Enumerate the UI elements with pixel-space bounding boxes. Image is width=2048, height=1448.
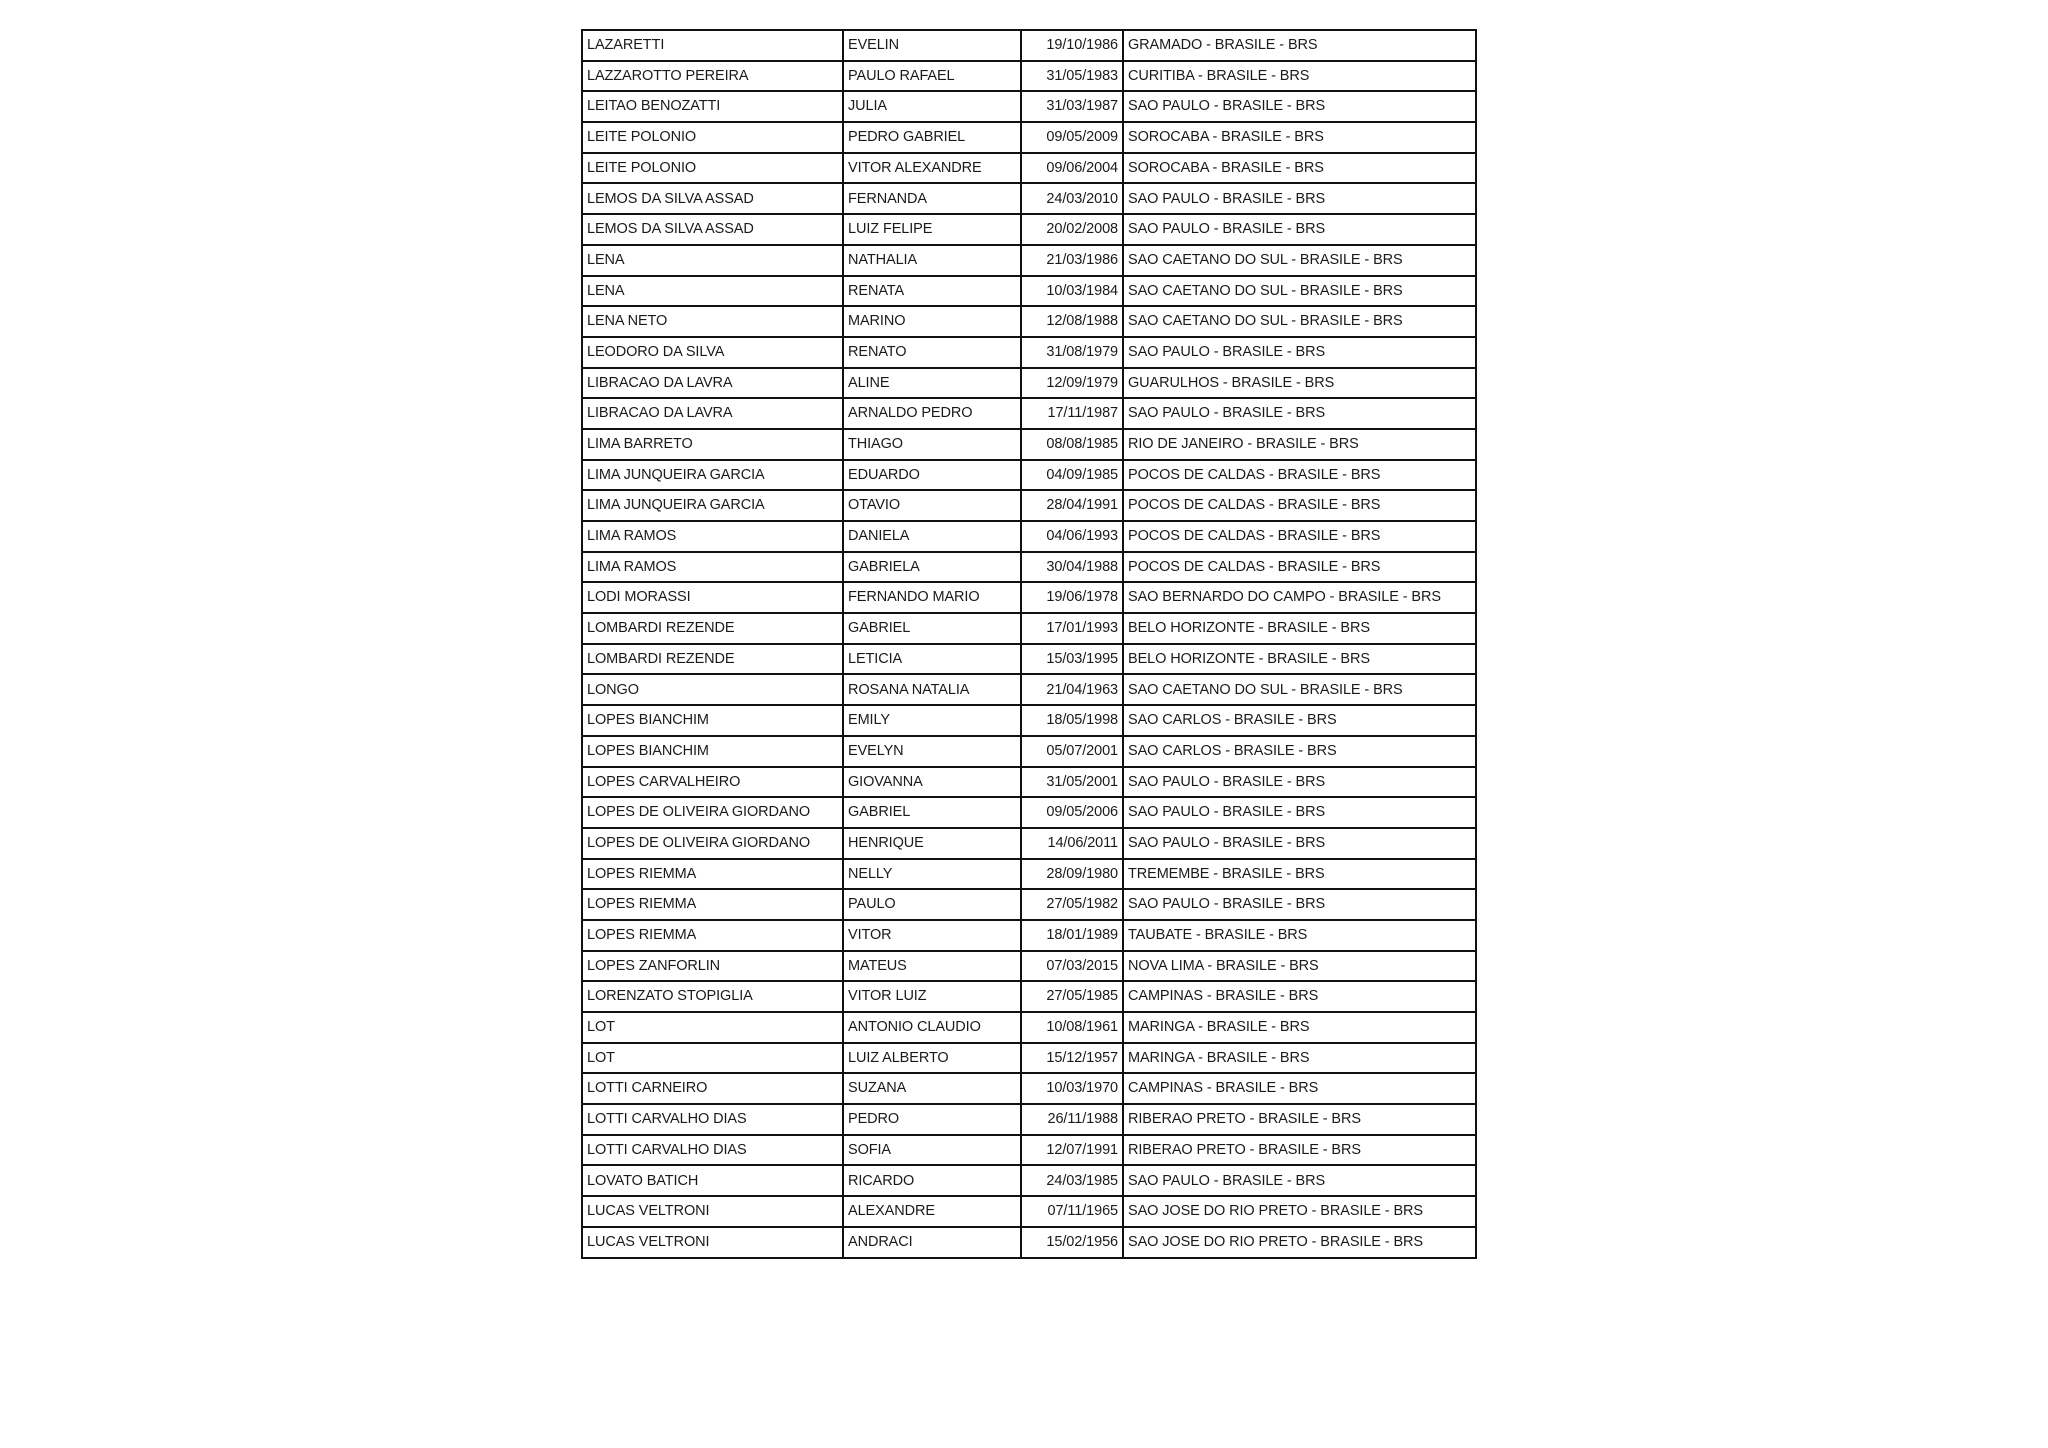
cell-given-name: EDUARDO	[843, 460, 1021, 491]
table-row	[582, 276, 1476, 307]
cell-birth-place: SAO CAETANO DO SUL - BRASILE - BRS	[1123, 306, 1476, 337]
cell-birth-place: SAO PAULO - BRASILE - BRS	[1123, 183, 1476, 214]
cell-birth-date: 24/03/1985	[1021, 1165, 1123, 1196]
cell-birth-date: 15/03/1995	[1021, 644, 1123, 675]
cell-given-name: RICARDO	[843, 1165, 1021, 1196]
cell-given-name: SUZANA	[843, 1073, 1021, 1104]
cell-surname: LOPES BIANCHIM	[582, 705, 843, 736]
table-row	[582, 306, 1476, 337]
document-page	[581, 29, 1475, 1259]
cell-birth-place: POCOS DE CALDAS - BRASILE - BRS	[1123, 490, 1476, 521]
cell-surname: LOMBARDI REZENDE	[582, 644, 843, 675]
cell-surname: LIBRACAO DA LAVRA	[582, 368, 843, 399]
cell-birth-place: SAO CAETANO DO SUL - BRASILE - BRS	[1123, 276, 1476, 307]
table-row	[582, 981, 1476, 1012]
cell-surname: LOPES BIANCHIM	[582, 736, 843, 767]
cell-birth-date: 19/10/1986	[1021, 30, 1123, 61]
cell-birth-place: MARINGA - BRASILE - BRS	[1123, 1043, 1476, 1074]
cell-birth-date: 18/01/1989	[1021, 920, 1123, 951]
cell-birth-date: 08/08/1985	[1021, 429, 1123, 460]
cell-birth-date: 04/06/1993	[1021, 521, 1123, 552]
cell-surname: LOPES RIEMMA	[582, 889, 843, 920]
table-row	[582, 767, 1476, 798]
table-row	[582, 521, 1476, 552]
cell-surname: LEODORO DA SILVA	[582, 337, 843, 368]
cell-birth-place: CAMPINAS - BRASILE - BRS	[1123, 1073, 1476, 1104]
table-row	[582, 245, 1476, 276]
cell-given-name: ROSANA NATALIA	[843, 674, 1021, 705]
cell-given-name: MARINO	[843, 306, 1021, 337]
cell-surname: LIMA BARRETO	[582, 429, 843, 460]
table-row	[582, 705, 1476, 736]
cell-surname: LORENZATO STOPIGLIA	[582, 981, 843, 1012]
cell-surname: LENA NETO	[582, 306, 843, 337]
cell-birth-place: BELO HORIZONTE - BRASILE - BRS	[1123, 644, 1476, 675]
cell-surname: LOPES RIEMMA	[582, 920, 843, 951]
table-row	[582, 214, 1476, 245]
cell-birth-place: SAO PAULO - BRASILE - BRS	[1123, 767, 1476, 798]
cell-given-name: VITOR	[843, 920, 1021, 951]
cell-given-name: GABRIELA	[843, 552, 1021, 583]
cell-surname: LOT	[582, 1043, 843, 1074]
table-row	[582, 828, 1476, 859]
cell-given-name: GABRIEL	[843, 613, 1021, 644]
cell-birth-place: MARINGA - BRASILE - BRS	[1123, 1012, 1476, 1043]
cell-birth-place: CURITIBA - BRASILE - BRS	[1123, 61, 1476, 92]
cell-surname: LENA	[582, 276, 843, 307]
table-row	[582, 582, 1476, 613]
cell-birth-date: 09/05/2009	[1021, 122, 1123, 153]
cell-birth-place: BELO HORIZONTE - BRASILE - BRS	[1123, 613, 1476, 644]
cell-birth-date: 31/03/1987	[1021, 91, 1123, 122]
cell-birth-date: 31/05/2001	[1021, 767, 1123, 798]
table-row	[582, 1135, 1476, 1166]
cell-birth-date: 17/11/1987	[1021, 398, 1123, 429]
table-row	[582, 674, 1476, 705]
cell-surname: LEMOS DA SILVA ASSAD	[582, 214, 843, 245]
cell-birth-date: 20/02/2008	[1021, 214, 1123, 245]
cell-birth-place: TAUBATE - BRASILE - BRS	[1123, 920, 1476, 951]
table-row	[582, 1043, 1476, 1074]
cell-birth-date: 10/08/1961	[1021, 1012, 1123, 1043]
cell-birth-date: 27/05/1982	[1021, 889, 1123, 920]
table-row	[582, 1227, 1476, 1258]
cell-birth-place: SAO JOSE DO RIO PRETO - BRASILE - BRS	[1123, 1227, 1476, 1258]
cell-given-name: VITOR LUIZ	[843, 981, 1021, 1012]
cell-given-name: HENRIQUE	[843, 828, 1021, 859]
cell-birth-place: SAO CAETANO DO SUL - BRASILE - BRS	[1123, 245, 1476, 276]
cell-birth-date: 21/04/1963	[1021, 674, 1123, 705]
table-row	[582, 859, 1476, 890]
cell-surname: LOVATO BATICH	[582, 1165, 843, 1196]
table-row	[582, 736, 1476, 767]
cell-birth-date: 30/04/1988	[1021, 552, 1123, 583]
cell-birth-date: 07/03/2015	[1021, 951, 1123, 982]
cell-surname: LEITE POLONIO	[582, 122, 843, 153]
cell-surname: LOMBARDI REZENDE	[582, 613, 843, 644]
cell-given-name: GIOVANNA	[843, 767, 1021, 798]
cell-given-name: FERNANDO MARIO	[843, 582, 1021, 613]
cell-surname: LIMA RAMOS	[582, 552, 843, 583]
cell-given-name: PEDRO GABRIEL	[843, 122, 1021, 153]
cell-birth-place: SAO PAULO - BRASILE - BRS	[1123, 91, 1476, 122]
cell-given-name: MATEUS	[843, 951, 1021, 982]
cell-surname: LAZZAROTTO PEREIRA	[582, 61, 843, 92]
cell-surname: LIMA JUNQUEIRA GARCIA	[582, 460, 843, 491]
cell-birth-place: POCOS DE CALDAS - BRASILE - BRS	[1123, 521, 1476, 552]
cell-surname: LOTTI CARVALHO DIAS	[582, 1104, 843, 1135]
cell-birth-date: 12/08/1988	[1021, 306, 1123, 337]
cell-birth-place: SAO PAULO - BRASILE - BRS	[1123, 828, 1476, 859]
cell-given-name: RENATO	[843, 337, 1021, 368]
table-row	[582, 644, 1476, 675]
cell-surname: LOPES ZANFORLIN	[582, 951, 843, 982]
cell-birth-place: SOROCABA - BRASILE - BRS	[1123, 153, 1476, 184]
cell-given-name: THIAGO	[843, 429, 1021, 460]
cell-surname: LODI MORASSI	[582, 582, 843, 613]
cell-surname: LOPES DE OLIVEIRA GIORDANO	[582, 797, 843, 828]
cell-birth-place: NOVA LIMA - BRASILE - BRS	[1123, 951, 1476, 982]
cell-given-name: ALINE	[843, 368, 1021, 399]
cell-birth-place: SAO JOSE DO RIO PRETO - BRASILE - BRS	[1123, 1196, 1476, 1227]
cell-birth-date: 05/07/2001	[1021, 736, 1123, 767]
cell-surname: LUCAS VELTRONI	[582, 1196, 843, 1227]
cell-birth-place: RIBERAO PRETO - BRASILE - BRS	[1123, 1104, 1476, 1135]
table-row	[582, 889, 1476, 920]
cell-birth-date: 17/01/1993	[1021, 613, 1123, 644]
table-row	[582, 552, 1476, 583]
cell-birth-date: 28/09/1980	[1021, 859, 1123, 890]
cell-birth-date: 31/05/1983	[1021, 61, 1123, 92]
table-row	[582, 920, 1476, 951]
table-row	[582, 460, 1476, 491]
cell-surname: LAZARETTI	[582, 30, 843, 61]
cell-surname: LOPES RIEMMA	[582, 859, 843, 890]
cell-birth-place: RIO DE JANEIRO - BRASILE - BRS	[1123, 429, 1476, 460]
cell-birth-place: SAO PAULO - BRASILE - BRS	[1123, 214, 1476, 245]
cell-surname: LIMA RAMOS	[582, 521, 843, 552]
table-row	[582, 30, 1476, 61]
cell-given-name: GABRIEL	[843, 797, 1021, 828]
cell-birth-date: 14/06/2011	[1021, 828, 1123, 859]
cell-birth-date: 21/03/1986	[1021, 245, 1123, 276]
cell-birth-place: SAO PAULO - BRASILE - BRS	[1123, 889, 1476, 920]
table-row	[582, 1104, 1476, 1135]
table-row	[582, 368, 1476, 399]
cell-surname: LENA	[582, 245, 843, 276]
cell-birth-date: 15/12/1957	[1021, 1043, 1123, 1074]
table-row	[582, 1073, 1476, 1104]
cell-birth-place: POCOS DE CALDAS - BRASILE - BRS	[1123, 460, 1476, 491]
cell-birth-place: GUARULHOS - BRASILE - BRS	[1123, 368, 1476, 399]
cell-birth-place: CAMPINAS - BRASILE - BRS	[1123, 981, 1476, 1012]
cell-given-name: NELLY	[843, 859, 1021, 890]
cell-surname: LEITAO BENOZATTI	[582, 91, 843, 122]
cell-surname: LOPES DE OLIVEIRA GIORDANO	[582, 828, 843, 859]
cell-given-name: RENATA	[843, 276, 1021, 307]
cell-birth-date: 26/11/1988	[1021, 1104, 1123, 1135]
cell-birth-date: 09/05/2006	[1021, 797, 1123, 828]
table-row	[582, 183, 1476, 214]
cell-surname: LOT	[582, 1012, 843, 1043]
cell-birth-place: SAO PAULO - BRASILE - BRS	[1123, 398, 1476, 429]
cell-birth-date: 18/05/1998	[1021, 705, 1123, 736]
cell-given-name: EVELIN	[843, 30, 1021, 61]
table-row	[582, 91, 1476, 122]
person-table-body	[582, 30, 1476, 1258]
cell-birth-date: 07/11/1965	[1021, 1196, 1123, 1227]
cell-birth-date: 24/03/2010	[1021, 183, 1123, 214]
cell-surname: LUCAS VELTRONI	[582, 1227, 843, 1258]
cell-birth-date: 27/05/1985	[1021, 981, 1123, 1012]
cell-birth-place: SAO PAULO - BRASILE - BRS	[1123, 797, 1476, 828]
person-table	[581, 29, 1477, 1259]
table-row	[582, 429, 1476, 460]
cell-surname: LIMA JUNQUEIRA GARCIA	[582, 490, 843, 521]
cell-birth-date: 15/02/1956	[1021, 1227, 1123, 1258]
cell-birth-place: SAO PAULO - BRASILE - BRS	[1123, 337, 1476, 368]
table-row	[582, 153, 1476, 184]
cell-birth-place: TREMEMBE - BRASILE - BRS	[1123, 859, 1476, 890]
cell-given-name: LUIZ FELIPE	[843, 214, 1021, 245]
table-row	[582, 122, 1476, 153]
cell-surname: LIBRACAO DA LAVRA	[582, 398, 843, 429]
table-row	[582, 1012, 1476, 1043]
cell-surname: LOTTI CARVALHO DIAS	[582, 1135, 843, 1166]
cell-birth-date: 31/08/1979	[1021, 337, 1123, 368]
cell-birth-date: 10/03/1970	[1021, 1073, 1123, 1104]
table-row	[582, 613, 1476, 644]
table-row	[582, 797, 1476, 828]
cell-birth-date: 19/06/1978	[1021, 582, 1123, 613]
table-row	[582, 490, 1476, 521]
cell-birth-date: 12/07/1991	[1021, 1135, 1123, 1166]
table-row	[582, 337, 1476, 368]
cell-surname: LOPES CARVALHEIRO	[582, 767, 843, 798]
cell-given-name: PAULO RAFAEL	[843, 61, 1021, 92]
cell-given-name: JULIA	[843, 91, 1021, 122]
cell-given-name: ALEXANDRE	[843, 1196, 1021, 1227]
cell-given-name: EVELYN	[843, 736, 1021, 767]
cell-surname: LEMOS DA SILVA ASSAD	[582, 183, 843, 214]
cell-birth-place: SOROCABA - BRASILE - BRS	[1123, 122, 1476, 153]
cell-given-name: NATHALIA	[843, 245, 1021, 276]
cell-birth-place: GRAMADO - BRASILE - BRS	[1123, 30, 1476, 61]
cell-given-name: PAULO	[843, 889, 1021, 920]
cell-birth-place: SAO CARLOS - BRASILE - BRS	[1123, 705, 1476, 736]
table-row	[582, 1165, 1476, 1196]
cell-given-name: FERNANDA	[843, 183, 1021, 214]
cell-birth-place: SAO CAETANO DO SUL - BRASILE - BRS	[1123, 674, 1476, 705]
cell-birth-date: 10/03/1984	[1021, 276, 1123, 307]
cell-surname: LONGO	[582, 674, 843, 705]
table-row	[582, 61, 1476, 92]
cell-birth-place: SAO BERNARDO DO CAMPO - BRASILE - BRS	[1123, 582, 1476, 613]
cell-birth-place: SAO CARLOS - BRASILE - BRS	[1123, 736, 1476, 767]
cell-given-name: DANIELA	[843, 521, 1021, 552]
cell-given-name: ANDRACI	[843, 1227, 1021, 1258]
cell-birth-date: 04/09/1985	[1021, 460, 1123, 491]
cell-given-name: LETICIA	[843, 644, 1021, 675]
cell-birth-date: 28/04/1991	[1021, 490, 1123, 521]
cell-birth-place: RIBERAO PRETO - BRASILE - BRS	[1123, 1135, 1476, 1166]
cell-birth-date: 09/06/2004	[1021, 153, 1123, 184]
cell-given-name: ANTONIO CLAUDIO	[843, 1012, 1021, 1043]
table-row	[582, 1196, 1476, 1227]
cell-birth-date: 12/09/1979	[1021, 368, 1123, 399]
table-row	[582, 398, 1476, 429]
cell-given-name: LUIZ ALBERTO	[843, 1043, 1021, 1074]
cell-birth-place: POCOS DE CALDAS - BRASILE - BRS	[1123, 552, 1476, 583]
cell-given-name: OTAVIO	[843, 490, 1021, 521]
cell-surname: LEITE POLONIO	[582, 153, 843, 184]
cell-surname: LOTTI CARNEIRO	[582, 1073, 843, 1104]
cell-birth-place: SAO PAULO - BRASILE - BRS	[1123, 1165, 1476, 1196]
table-row	[582, 951, 1476, 982]
cell-given-name: VITOR ALEXANDRE	[843, 153, 1021, 184]
cell-given-name: EMILY	[843, 705, 1021, 736]
cell-given-name: PEDRO	[843, 1104, 1021, 1135]
cell-given-name: ARNALDO PEDRO	[843, 398, 1021, 429]
cell-given-name: SOFIA	[843, 1135, 1021, 1166]
